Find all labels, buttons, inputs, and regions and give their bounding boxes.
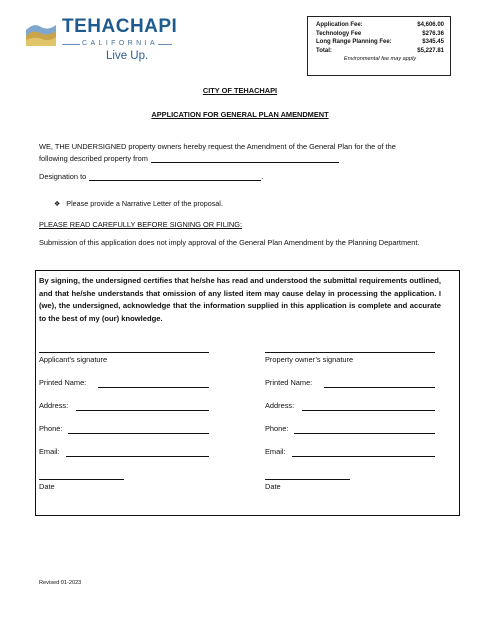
- fee-amount: $4,606.00: [417, 22, 444, 28]
- city-heading: CITY OF TEHACHAPI: [202, 86, 278, 95]
- owner-name-field[interactable]: [324, 387, 435, 388]
- intro-text: WE, THE UNDERSIGNED property owners hereby request the Amendment of the General Plan for the of the: [39, 142, 396, 151]
- fee-label: Long Range Planning Fee:: [316, 39, 392, 46]
- mountain-logo-icon: [24, 16, 58, 48]
- applicant-address-field[interactable]: [76, 410, 209, 411]
- owner-date-label: Date: [265, 482, 281, 491]
- fee-note: Environmental fee may apply: [343, 56, 417, 63]
- fee-row: [316, 38, 444, 47]
- logo-name: TEHACHAPI: [62, 16, 178, 37]
- fee-amount: $345.45: [422, 39, 444, 46]
- owner-date-line[interactable]: [265, 479, 350, 480]
- logo-state: CALIFORNIA: [82, 40, 159, 47]
- owner-address-label: Address:: [265, 401, 295, 410]
- fee-label: Application Fee:: [316, 22, 363, 28]
- fee-label: Total:: [316, 47, 332, 54]
- owner-signature-label: Property owner’s signature: [265, 355, 354, 364]
- applicant-date-label: Date: [39, 482, 55, 491]
- designation-period: .: [261, 172, 264, 181]
- applicant-name-field[interactable]: [98, 387, 209, 388]
- applicant-signature-line[interactable]: [39, 352, 209, 353]
- revision-note: Revised 01-2023: [39, 580, 82, 586]
- narrative-bullet: [54, 199, 223, 208]
- owner-signature-line[interactable]: [265, 352, 435, 353]
- owner-phone-field[interactable]: [294, 433, 435, 434]
- page-title: APPLICATION FOR GENERAL PLAN AMENDMENT: [151, 110, 329, 119]
- fee-amount: $276.36: [422, 30, 444, 37]
- fee-row: [316, 21, 444, 30]
- fee-row: [316, 30, 444, 39]
- applicant-phone-label: Phone:: [39, 424, 63, 433]
- logo-divider: [158, 44, 172, 45]
- owner-name-label: Printed Name:: [265, 378, 313, 387]
- applicant-address-label: Address:: [39, 401, 69, 410]
- property-label: following described property from: [39, 154, 148, 163]
- owner-email-label: Email:: [265, 447, 286, 456]
- property-row: [39, 154, 339, 163]
- certification-text: By signing, the undersigned certifies that he/she has read and understood the submittal requirements outlined, and that he/she understands that omission of any listed item may cause delay in processing the application. I (we), the undersigned, acknowledge that the information supplied in this application is complete and accurate to the best of my (our) knowledge.: [39, 276, 441, 323]
- owner-email-field[interactable]: [292, 456, 435, 457]
- designation-row: [39, 172, 263, 181]
- applicant-date-line[interactable]: [39, 479, 124, 480]
- fee-row: [316, 47, 444, 56]
- bullet-text: Please provide a Narrative Letter of the proposal.: [66, 199, 223, 208]
- owner-phone-label: Phone:: [265, 424, 289, 433]
- fee-label: Technology Fee: [316, 30, 362, 37]
- owner-address-field[interactable]: [302, 410, 435, 411]
- applicant-email-field[interactable]: [66, 456, 209, 457]
- diamond-bullet-icon: ❖: [54, 201, 61, 208]
- fee-amount: $5,227.81: [417, 47, 444, 54]
- applicant-email-label: Email:: [39, 447, 60, 456]
- property-field[interactable]: [151, 154, 339, 163]
- disclaimer-text: Submission of this application does not imply approval of the General Plan Amendment by the Planning Department.: [39, 238, 420, 247]
- designation-label: Designation to: [39, 172, 87, 181]
- city-logo: [24, 14, 184, 70]
- fee-box: [307, 16, 451, 76]
- applicant-signature-label: Applicant’s signature: [39, 355, 108, 364]
- applicant-name-label: Printed Name:: [39, 378, 87, 387]
- applicant-phone-field[interactable]: [68, 433, 209, 434]
- caution-heading: PLEASE READ CAREFULLY BEFORE SIGNING OR FILING:: [39, 220, 243, 229]
- designation-field[interactable]: [89, 172, 264, 181]
- logo-divider: [62, 44, 80, 45]
- logo-tagline: Live Up.: [106, 50, 149, 62]
